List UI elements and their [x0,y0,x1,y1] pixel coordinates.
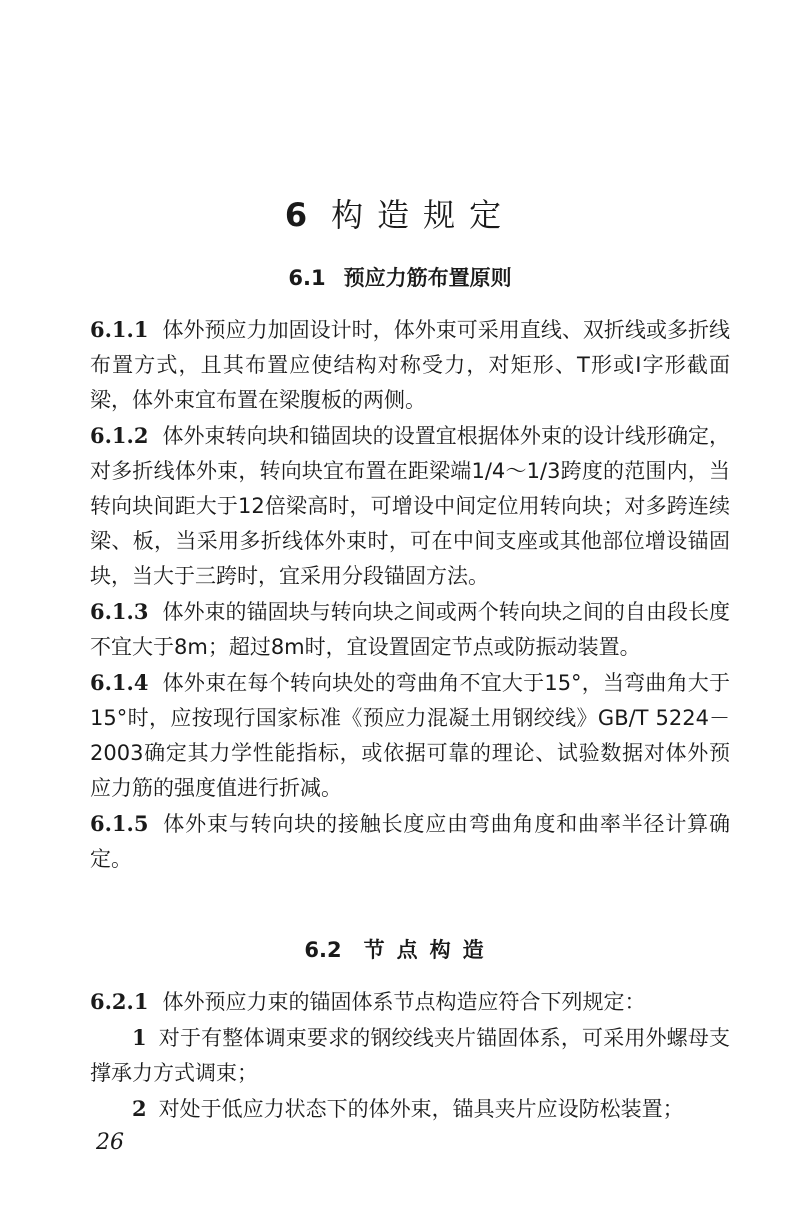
page-number: 26 [96,1130,124,1155]
clause-6-1-2 [90,418,730,594]
list-item-1 [90,1020,730,1091]
chapter-title: 构造规定 [331,196,516,234]
clause-6-1-3 [90,594,730,665]
section-heading-6-2 [0,934,800,964]
chapter-heading [0,190,800,236]
item-text: 对于有整体调束要求的钢绞线夹片锚固体系，可采用外螺母支撑承力方式调束； [90,1026,730,1085]
section-number: 6.2 [304,938,342,962]
section-body-6-1 [90,312,730,877]
clause-text: 体外预应力束的锚固体系节点构造应符合下列规定： [162,990,646,1014]
chapter-number: 6 [284,196,308,234]
clause-number: 6.1.4 [90,670,149,695]
clause-6-1-5 [90,806,730,877]
clause-number: 6.2.1 [90,989,149,1014]
section-heading-6-1 [0,262,800,292]
clause-text: 体外束的锚固块与转向块之间或两个转向块之间的自由段长度不宜大于8m；超过8m时，宜设置固定节点或防振动装置。 [90,600,730,659]
section-title: 预应力筋布置原则 [343,266,512,290]
item-text: 对处于低应力状态下的体外束，锚具夹片应设防松装置； [158,1097,684,1121]
clause-number: 6.1.2 [90,423,149,448]
clause-6-2-1 [90,984,730,1020]
clause-text: 体外束在每个转向块处的弯曲角不宜大于15°，当弯曲角大于15°时，应按现行国家标准《预应力混凝土用钢绞线》GB/T 5224－2003确定其力学性能指标，或依据可靠的理论、试验数据对体外预应力筋的强度值进行折减。 [90,671,730,800]
list-item-2 [90,1091,730,1127]
item-number: 2 [132,1096,147,1121]
clause-text: 体外束与转向块的接触长度应由弯曲角度和曲率半径计算确定。 [90,812,730,871]
section-title: 节点构造 [363,938,496,962]
section-body-6-2 [90,984,730,1127]
clause-number: 6.1.1 [90,317,149,342]
clause-text: 体外束转向块和锚固块的设置宜根据体外束的设计线形确定，对多折线体外束，转向块宜布置在距梁端1/4～1/3跨度的范围内，当转向块间距大于12倍梁高时，可增设中间定位用转向块；对多跨连续梁、板，当采用多折线体外束时，可在中间支座或其他部位增设锚固块，当大于三跨时，宜采用分段锚固方法。 [90,424,730,588]
item-number: 1 [132,1025,147,1050]
clause-number: 6.1.5 [90,811,149,836]
section-number: 6.1 [288,266,326,290]
clause-text: 体外预应力加固设计时，体外束可采用直线、双折线或多折线布置方式，且其布置应使结构对称受力，对矩形、T形或I字形截面梁，体外束宜布置在梁腹板的两侧。 [90,318,730,412]
clause-6-1-1 [90,312,730,418]
clause-number: 6.1.3 [90,599,149,624]
clause-6-1-4 [90,665,730,806]
